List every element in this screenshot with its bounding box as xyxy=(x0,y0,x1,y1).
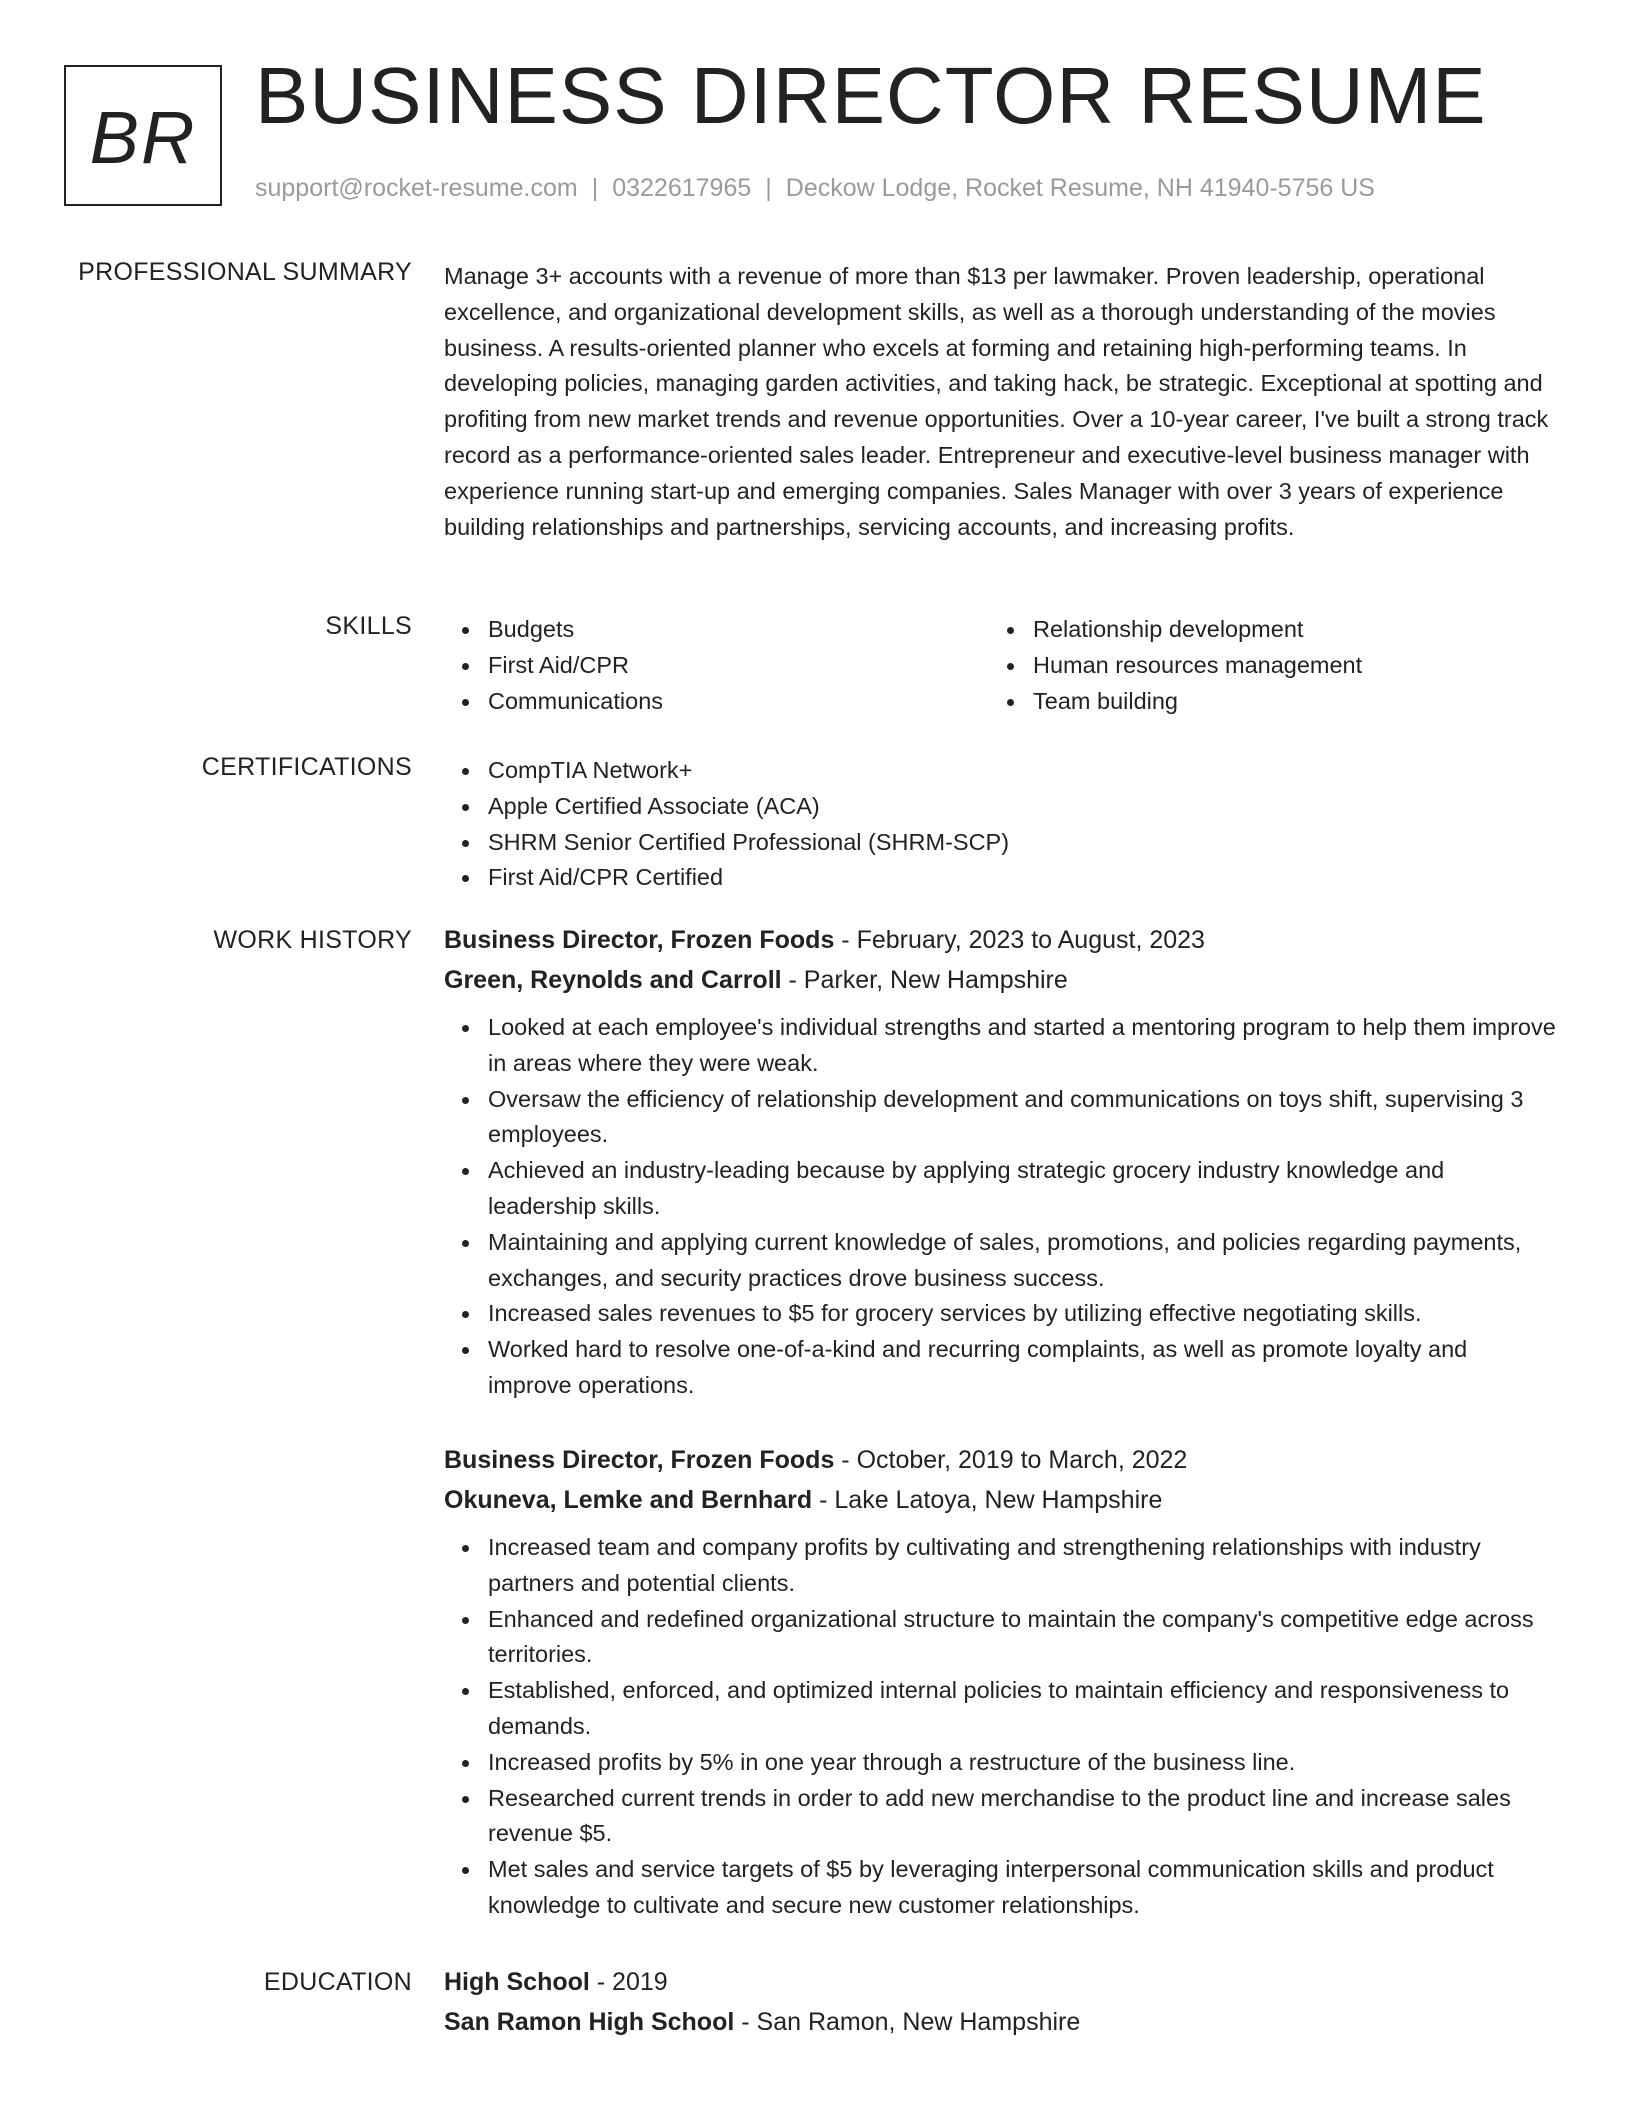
education-school-line xyxy=(444,2002,1556,2042)
job-bullet: Established, enforced, and optimized internal policies to maintain efficiency and responsiveness to demands. xyxy=(488,1673,1556,1745)
certifications-list xyxy=(444,753,1556,896)
job-bullet: Increased sales revenues to $5 for grocery services by utilizing effective negotiating skills. xyxy=(488,1296,1556,1332)
skill-item: Human resources management xyxy=(1033,648,1534,684)
job-bullet: Worked hard to resolve one-of-a-kind and recurring complaints, as well as promote loyalty and improve operations. xyxy=(488,1332,1556,1404)
job-bullet: Achieved an industry-leading because by applying strategic grocery industry knowledge and leadership skills. xyxy=(488,1153,1556,1225)
section-label-skills: SKILLS xyxy=(325,612,412,640)
job-company: Green, Reynolds and Carroll xyxy=(444,966,782,994)
contact-separator: | xyxy=(591,174,599,202)
job-company-line xyxy=(444,1480,1556,1520)
job-bullet: Oversaw the efficiency of relationship development and communications on toys shift, supervising 3 employees. xyxy=(488,1082,1556,1154)
skill-item: First Aid/CPR xyxy=(488,648,989,684)
contact-email[interactable]: support@rocket-resume.com xyxy=(255,174,578,202)
certification-item: Apple Certified Associate (ACA) xyxy=(488,789,1556,825)
education-degree: High School xyxy=(444,1968,590,1996)
skills-list-left xyxy=(444,612,989,719)
job-bullet: Met sales and service targets of $5 by leveraging interpersonal communication skills and product knowledge to cultivate and secure new customer relationships. xyxy=(488,1852,1556,1924)
contact-phone[interactable]: 0322617965 xyxy=(612,174,752,202)
skill-item: Communications xyxy=(488,684,989,720)
job-bullet: Increased profits by 5% in one year through a restructure of the business line. xyxy=(488,1745,1556,1781)
contact-line xyxy=(255,174,1375,203)
job-bullet: Researched current trends in order to add new merchandise to the product line and increase sales revenue $5. xyxy=(488,1781,1556,1853)
education-location: - San Ramon, New Hampshire xyxy=(734,2008,1081,2036)
summary-text: Manage 3+ accounts with a revenue of more than $13 per lawmaker. Proven leadership, operational excellence, and organizational development skills, as well as a thorough understanding of the movies business. A results-oriented planner who excels at forming and retaining high-performing teams. In developing policies, managing garden activities, and taking hack, be strategic. Exceptional at spotting and profiting from new market trends and revenue opportunities. Over a 10-year career, I've built a strong track record as a performance-oriented sales leader. Entrepreneur and executive-level business manager with experience running start-up and emerging companies. Sales Manager with over 3 years of experience building relationships and partnerships, servicing accounts, and increasing profits. xyxy=(444,263,1549,540)
job-bullet-list xyxy=(444,1010,1556,1404)
monogram-logo: BR xyxy=(64,65,222,206)
section-label-education: EDUCATION xyxy=(263,1968,412,1996)
job-title: Business Director, Frozen Foods xyxy=(444,926,835,954)
section-label-summary: PROFESSIONAL SUMMARY xyxy=(78,258,412,286)
education-school: San Ramon High School xyxy=(444,2008,735,2036)
job-bullet: Looked at each employee's individual strengths and started a mentoring program to help them improve in areas where they were weak. xyxy=(488,1010,1556,1082)
section-label-certifications: CERTIFICATIONS xyxy=(201,753,412,781)
job-title-line xyxy=(444,920,1556,960)
job-entry xyxy=(444,1440,1556,1924)
job-bullet: Enhanced and redefined organizational structure to maintain the company's competitive edge across territories. xyxy=(488,1602,1556,1674)
contact-separator: | xyxy=(765,174,772,202)
certification-item: SHRM Senior Certified Professional (SHRM-SCP) xyxy=(488,825,1556,861)
job-entry xyxy=(444,920,1556,1404)
skill-item: Team building xyxy=(1033,684,1534,720)
job-bullet: Maintaining and applying current knowledge of sales, promotions, and policies regarding payments, exchanges, and security practices drove business success. xyxy=(488,1225,1556,1297)
job-location: - Parker, New Hampshire xyxy=(781,966,1068,994)
contact-address: Deckow Lodge, Rocket Resume, NH 41940-5756 US xyxy=(785,174,1375,202)
job-company: Okuneva, Lemke and Bernhard xyxy=(444,1486,813,1514)
education-degree-line xyxy=(444,1962,1556,2002)
skill-item: Budgets xyxy=(488,612,989,648)
job-location: - Lake Latoya, New Hampshire xyxy=(812,1486,1163,1514)
certification-item: CompTIA Network+ xyxy=(488,753,1556,789)
section-label-work-history: WORK HISTORY xyxy=(213,926,412,954)
job-company-line xyxy=(444,960,1556,1000)
skills-list-right xyxy=(989,612,1534,719)
resume-title: BUSINESS DIRECTOR RESUME xyxy=(255,51,1487,140)
job-title-line xyxy=(444,1440,1556,1480)
job-title: Business Director, Frozen Foods xyxy=(444,1446,835,1474)
job-dates: - February, 2023 to August, 2023 xyxy=(834,926,1205,954)
certification-item: First Aid/CPR Certified xyxy=(488,860,1556,896)
job-bullet-list xyxy=(444,1530,1556,1924)
skill-item: Relationship development xyxy=(1033,612,1534,648)
job-bullet: Increased team and company profits by cultivating and strengthening relationships with industry partners and potential clients. xyxy=(488,1530,1556,1602)
job-dates: - October, 2019 to March, 2022 xyxy=(834,1446,1188,1474)
education-year: - 2019 xyxy=(589,1968,668,1996)
